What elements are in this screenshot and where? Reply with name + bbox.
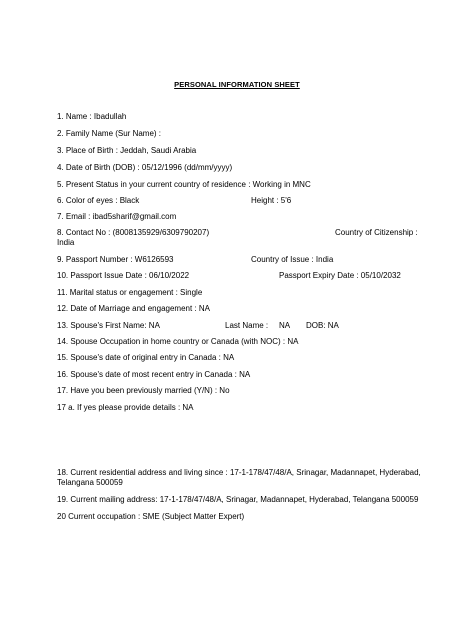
field-passport-number: 9. Passport Number : W6126593 xyxy=(57,255,174,264)
field-previous-details: 17 a. If yes please provide details : NA xyxy=(57,403,194,412)
field-citizenship-value: India xyxy=(57,238,75,247)
field-citizenship-label: Country of Citizenship : xyxy=(335,228,418,237)
field-mailing-address: 19. Current mailing address: 17-1-178/47/48/A, Srinagar, Madannapet, Hyderabad, Telangana 500059 xyxy=(57,495,419,504)
field-spouse-original-entry: 15. Spouse's date of original entry in Canada : NA xyxy=(57,353,235,362)
field-current-occupation: 20 Current occupation : SME (Subject Matter Expert) xyxy=(57,512,245,521)
field-passport-expiry-date: Passport Expiry Date : 05/10/2032 xyxy=(279,271,401,280)
page-title: PERSONAL INFORMATION SHEET xyxy=(174,80,300,89)
field-contact: 8. Contact No : (8008135929/6309790207) xyxy=(57,228,210,237)
field-email: 7. Email : ibad5sharif@gmail.com xyxy=(57,212,177,221)
field-marriage-date: 12. Date of Marriage and engagement : NA xyxy=(57,304,210,313)
field-spouse-last-name-label: Last Name : xyxy=(225,321,269,330)
field-name: 1. Name : Ibadullah xyxy=(57,112,127,121)
field-spouse-dob: DOB: NA xyxy=(306,321,339,330)
field-country-of-issue: Country of Issue : India xyxy=(251,255,334,264)
field-spouse-last-name-value: NA xyxy=(279,321,291,330)
field-family-name: 2. Family Name (Sur Name) : xyxy=(57,129,162,138)
field-present-status: 5. Present Status in your current country of residence : Working in MNC xyxy=(57,180,311,189)
field-marital-status: 11. Marital status or engagement : Single xyxy=(57,288,203,297)
field-date-of-birth: 4. Date of Birth (DOB) : 05/12/1996 (dd/mm/yyyy) xyxy=(57,163,233,172)
field-height: Height : 5'6 xyxy=(251,196,292,205)
field-spouse-first-name: 13. Spouse's First Name: NA xyxy=(57,321,160,330)
field-eye-color: 6. Color of eyes : Black xyxy=(57,196,140,205)
field-passport-issue-date: 10. Passport Issue Date : 06/10/2022 xyxy=(57,271,190,280)
field-spouse-recent-entry: 16. Spouse's date of most recent entry in Canada : NA xyxy=(57,370,251,379)
field-spouse-occupation: 14. Spouse Occupation in home country or Canada (with NOC) : NA xyxy=(57,337,299,346)
field-previously-married: 17. Have you been previously married (Y/N) : No xyxy=(57,386,230,395)
field-residential-address: 18. Current residential address and living since : 17-1-178/47/48/A, Srinagar, Madannapet, Hyderabad, Telangana 500059 xyxy=(57,468,421,487)
field-place-of-birth: 3. Place of Birth : Jeddah, Saudi Arabia xyxy=(57,146,197,155)
